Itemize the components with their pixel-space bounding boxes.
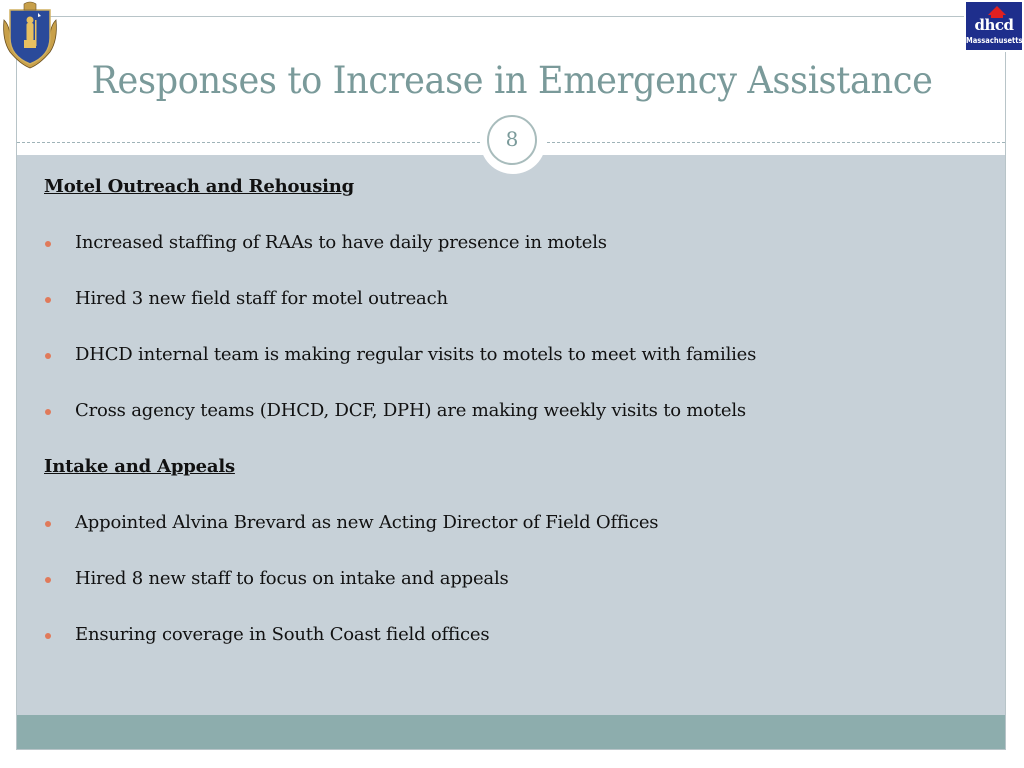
section-heading: Motel Outreach and Rehousing <box>44 176 355 197</box>
bullet-text: Hired 8 new staff to focus on intake and appeals <box>75 568 509 589</box>
bullet-item <box>44 564 984 620</box>
bullet-icon <box>45 241 51 247</box>
slide-title: Responses to Increase in Emergency Assistance <box>91 59 933 102</box>
bullet-item <box>44 228 984 284</box>
bullet-icon <box>45 353 51 359</box>
bullet-item <box>44 340 984 396</box>
page-number: 8 <box>487 115 537 165</box>
bullet-icon <box>45 297 51 303</box>
bullet-item <box>44 620 984 676</box>
bullet-icon <box>45 577 51 583</box>
bullet-icon <box>45 521 51 527</box>
bullet-icon <box>45 409 51 415</box>
bullet-text: DHCD internal team is making regular visits to motels to meet with families <box>75 344 757 365</box>
bullet-text: Cross agency teams (DHCD, DCF, DPH) are making weekly visits to motels <box>75 400 746 421</box>
bullet-text: Hired 3 new field staff for motel outreach <box>75 288 448 309</box>
slide-body <box>44 172 984 676</box>
bullet-icon <box>45 633 51 639</box>
footer-bar <box>17 715 1005 749</box>
dhcd-logo-subtext: Massachusetts <box>966 36 1023 45</box>
dhcd-logo <box>964 0 1024 52</box>
bullet-item <box>44 396 984 452</box>
bullet-item <box>44 508 984 564</box>
section-heading: Intake and Appeals <box>44 456 235 477</box>
bullet-text: Appointed Alvina Brevard as new Acting Director of Field Offices <box>75 512 659 533</box>
dhcd-logo-text: dhcd <box>974 16 1014 34</box>
bullet-item <box>44 284 984 340</box>
bullet-text: Increased staffing of RAAs to have daily presence in motels <box>75 232 607 253</box>
bullet-text: Ensuring coverage in South Coast field offices <box>75 624 490 645</box>
